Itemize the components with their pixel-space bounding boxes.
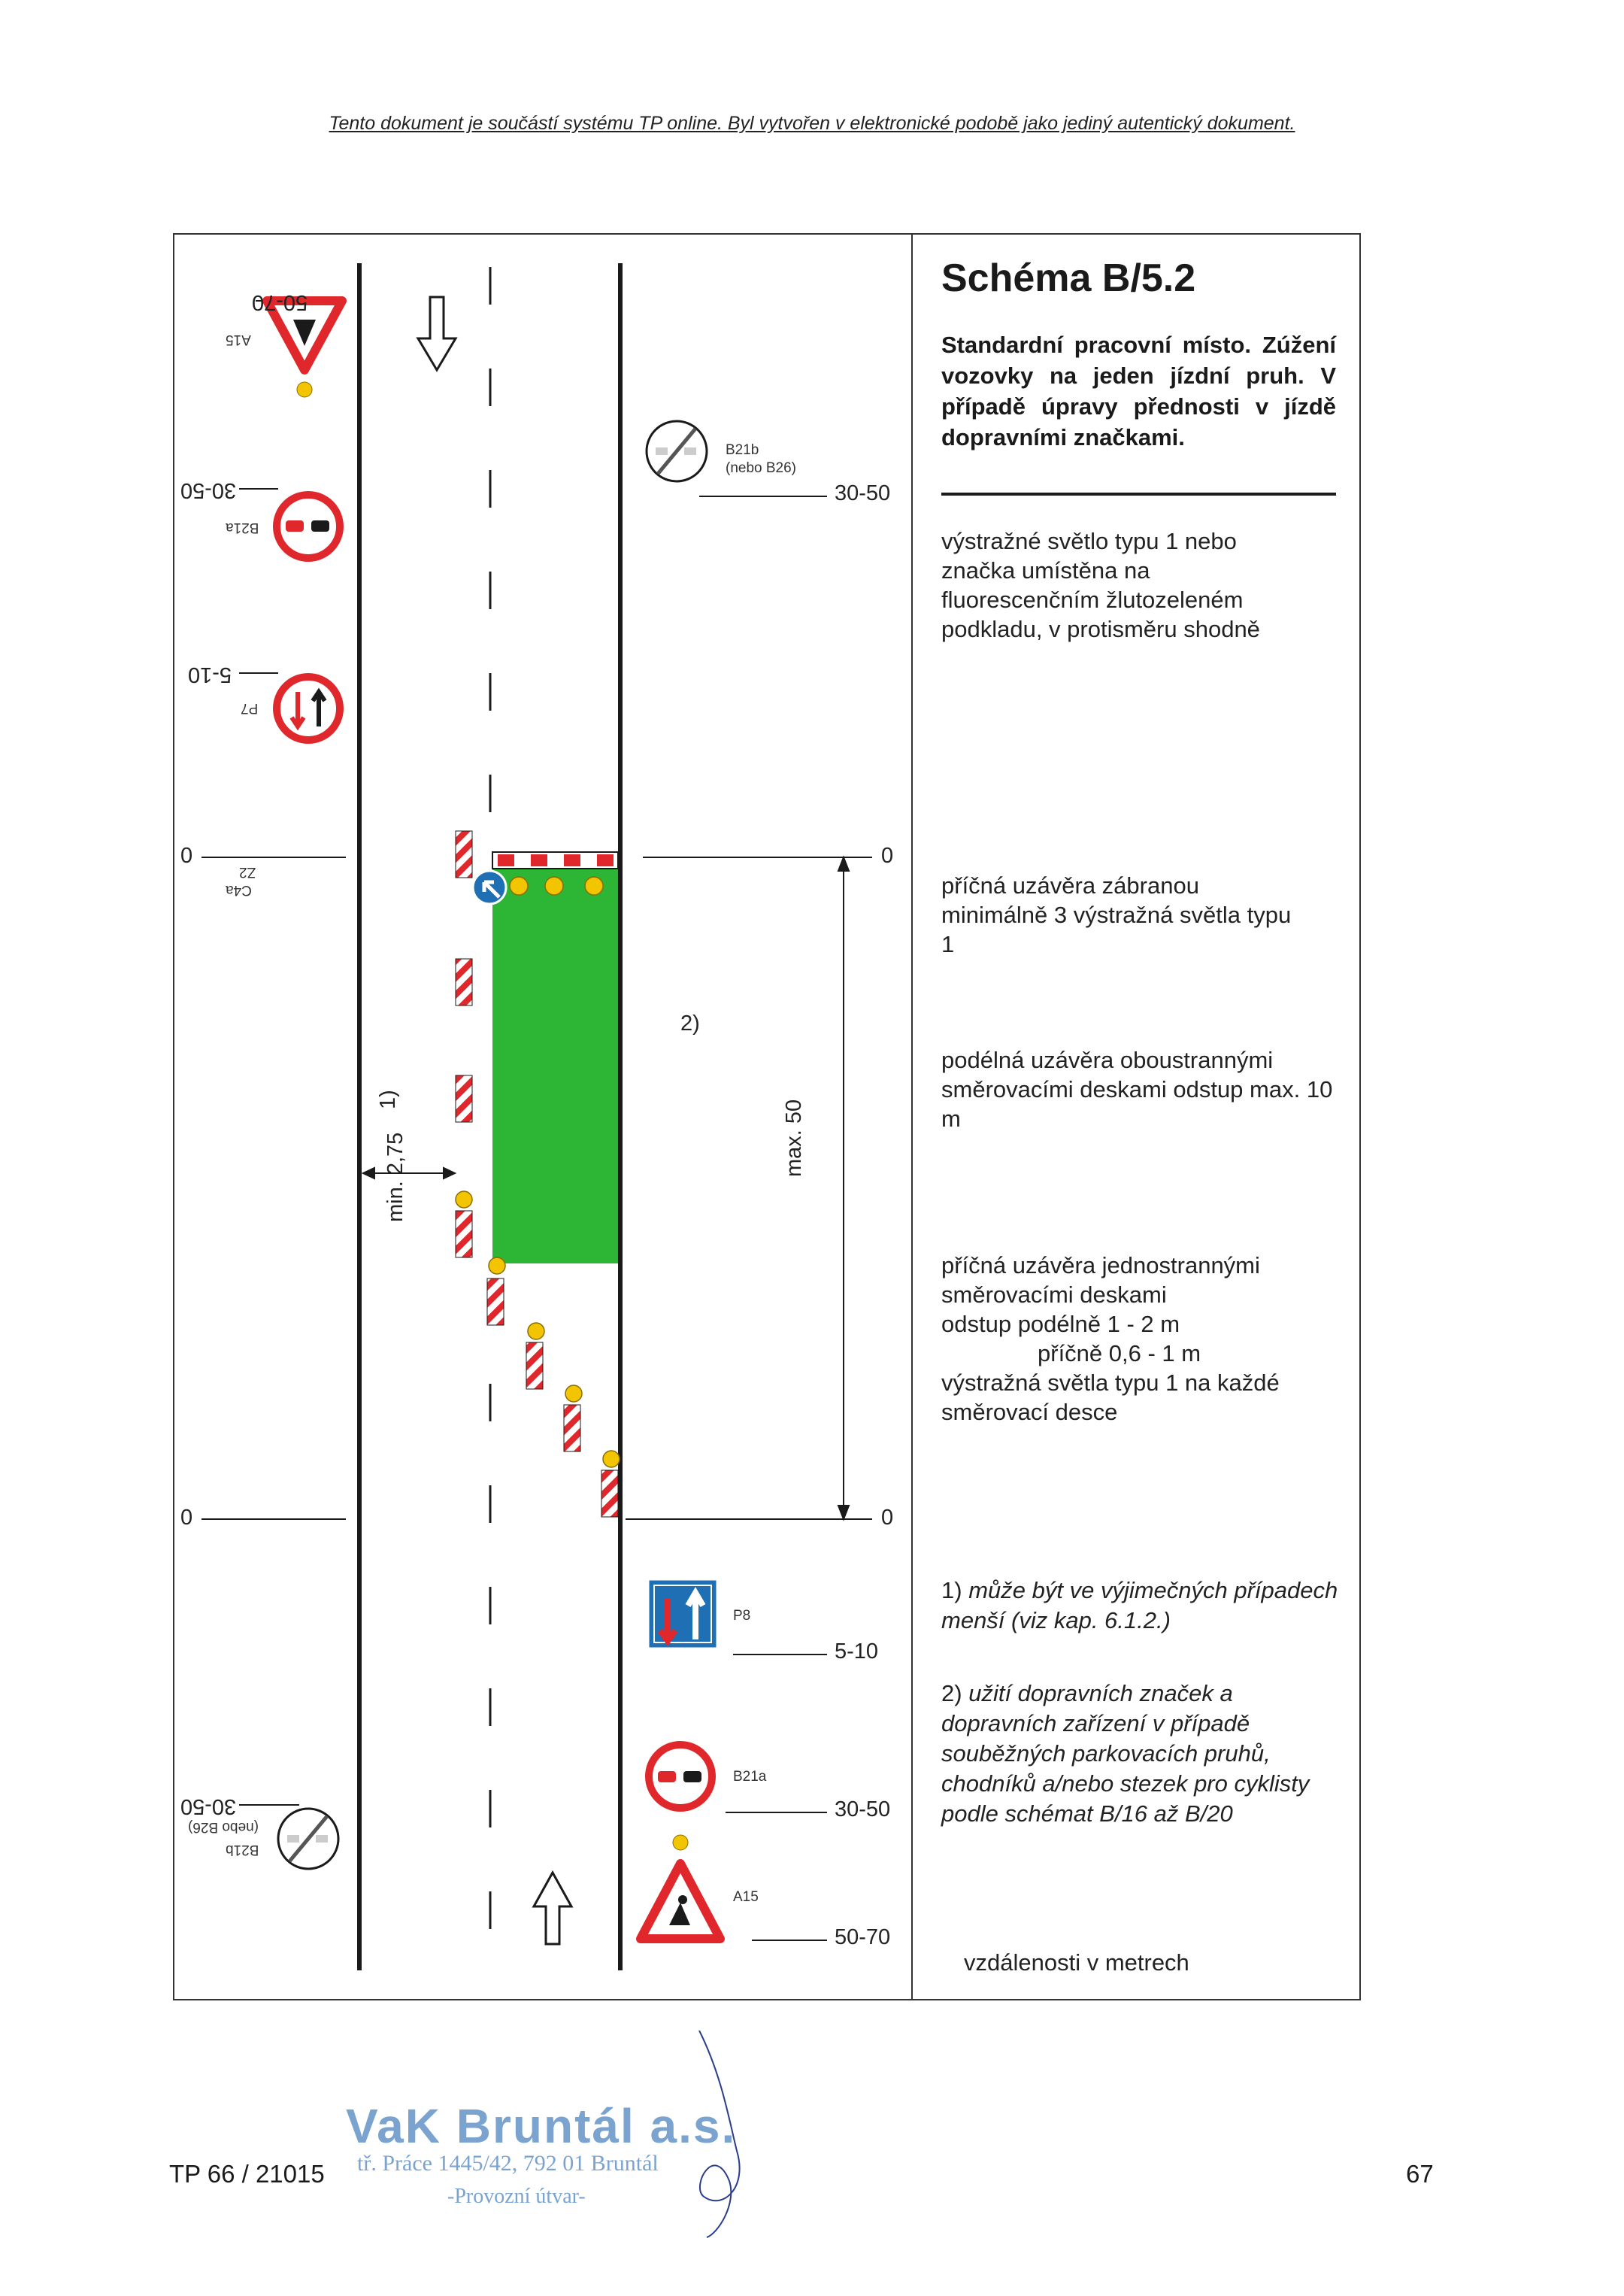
left-sign-code-6: B21b bbox=[226, 1842, 259, 1858]
note-longitudinal: podélná uzávěra oboustrannými směrovacími deskami odstup max. 10 m bbox=[941, 1047, 1333, 1132]
lamp-icon bbox=[297, 382, 312, 397]
note-transverse-boards: příčná uzávěra jednostrannými směrovacími deskami bbox=[941, 1252, 1260, 1308]
right-distance-4: 50-70 bbox=[835, 1925, 891, 1949]
right-sign-code-1: B21b bbox=[726, 442, 759, 458]
zero-top: 0 bbox=[881, 844, 894, 868]
work-area bbox=[492, 857, 618, 1263]
right-sign-code-3: B21a bbox=[733, 1769, 767, 1785]
left-sign-code-1: A15 bbox=[226, 332, 251, 347]
footnote-1-number: 1) bbox=[941, 1577, 962, 1603]
no-overtaking-sign-icon-right bbox=[649, 1745, 712, 1808]
end-restriction-sign-icon-left bbox=[278, 1809, 338, 1869]
right-distance-1: 30-50 bbox=[835, 481, 891, 505]
priority-oncoming-sign-icon bbox=[277, 677, 340, 740]
right-sign-alt-1: (nebo B26) bbox=[726, 460, 797, 476]
footnote-ref-2: 2) bbox=[680, 1012, 700, 1036]
units-note: vzdálenosti v metrech bbox=[964, 1949, 1189, 1976]
keep-left-sign-icon bbox=[473, 871, 506, 904]
note-board-lights: výstražná světla typu 1 na každé směrovací desce bbox=[941, 1369, 1280, 1425]
signature-icon bbox=[677, 2031, 767, 2241]
left-distance-2: 30-50 bbox=[180, 478, 237, 502]
end-restriction-sign-icon-right bbox=[647, 421, 707, 481]
footnote-2-text: užití dopravních značek a dopravních zařízení v případě souběžných parkovacích pruhů, chodníků a/nebo stezek pro cyklisty podle schémat B/16 až B/20 bbox=[941, 1680, 1310, 1827]
page-number: 67 bbox=[1406, 2160, 1434, 2188]
left-distance-6: 30-50 bbox=[180, 1794, 237, 1818]
min-width-dimension bbox=[363, 1168, 455, 1178]
note-spacing-trans: příčně 0,6 - 1 m bbox=[1038, 1340, 1201, 1366]
title-separator bbox=[941, 493, 1336, 496]
stamp-address: tř. Práce 1445/42, 792 01 Bruntál bbox=[357, 2151, 659, 2176]
barrier bbox=[492, 852, 618, 869]
left-distance-1: 50-70 bbox=[252, 290, 308, 314]
note-transverse-barrier: příčná uzávěra zábranou minimálně 3 výstražná světla typu 1 bbox=[941, 872, 1292, 957]
footnote-2 bbox=[941, 1679, 1347, 1829]
barrier-lamps bbox=[510, 877, 603, 895]
left-sign-code-3: P7 bbox=[241, 700, 259, 716]
schema-title: Schéma B/5.2 bbox=[941, 256, 1196, 300]
stamp-unit: -Provozní útvar- bbox=[447, 2185, 586, 2208]
zero-bottom: 0 bbox=[881, 1506, 894, 1530]
min-width-label: min. 2,75 bbox=[383, 1132, 408, 1222]
note-spacing-long: odstup podélně 1 - 2 m bbox=[941, 1311, 1180, 1337]
priority-sign-icon bbox=[648, 1579, 717, 1648]
footnote-1-text: může být ve výjimečných případech menší (viz kap. 6.1.2.) bbox=[941, 1577, 1338, 1633]
lamp-icon bbox=[673, 1835, 688, 1850]
left-sign-code-2: B21a bbox=[226, 520, 259, 535]
footnote-2-number: 2) bbox=[941, 1680, 962, 1706]
note-warning-light: výstražné světlo typu 1 nebo značka umístěna na fluorescenčním žlutozeleném podkladu, v protisměru shodně bbox=[941, 528, 1260, 642]
left-sign-code-4: C4a bbox=[226, 882, 252, 898]
left-distance-3: 5-10 bbox=[188, 663, 232, 687]
arrow-up-icon bbox=[534, 1873, 571, 1944]
footnote-1 bbox=[941, 1576, 1347, 1636]
left-distance-5: 0 bbox=[180, 1506, 193, 1530]
schema-subtitle: Standardní pracovní místo. Zúžení vozovky na jeden jízdní pruh. V případě úpravy přednosti v jízdě dopravními značkami. bbox=[941, 332, 1336, 450]
left-sign-code-4b: Z2 bbox=[239, 864, 256, 880]
length-dimension bbox=[626, 857, 872, 1519]
left-sign-alt-6: (nebo B26) bbox=[188, 1819, 259, 1835]
right-sign-code-4: A15 bbox=[733, 1889, 759, 1905]
right-sign-code-2: P8 bbox=[733, 1608, 751, 1624]
right-distance-3: 30-50 bbox=[835, 1797, 891, 1821]
no-overtaking-sign-icon bbox=[277, 495, 340, 558]
left-distance-4: 0 bbox=[180, 844, 193, 868]
footnote-ref-1: 1) bbox=[376, 1090, 400, 1109]
max-length-label: max. 50 bbox=[782, 1099, 806, 1177]
roadworks-sign-icon bbox=[641, 1864, 720, 1939]
arrow-down-icon bbox=[418, 297, 456, 370]
company-stamp: VaK Bruntál a.s. bbox=[346, 2099, 737, 2153]
header-note: Tento dokument je součástí systému TP online. Byl vytvořen v elektronické podobě jako jediný autentický dokument. bbox=[329, 113, 1295, 134]
document-id: TP 66 / 21015 bbox=[169, 2160, 325, 2188]
right-distance-2: 5-10 bbox=[835, 1639, 879, 1664]
